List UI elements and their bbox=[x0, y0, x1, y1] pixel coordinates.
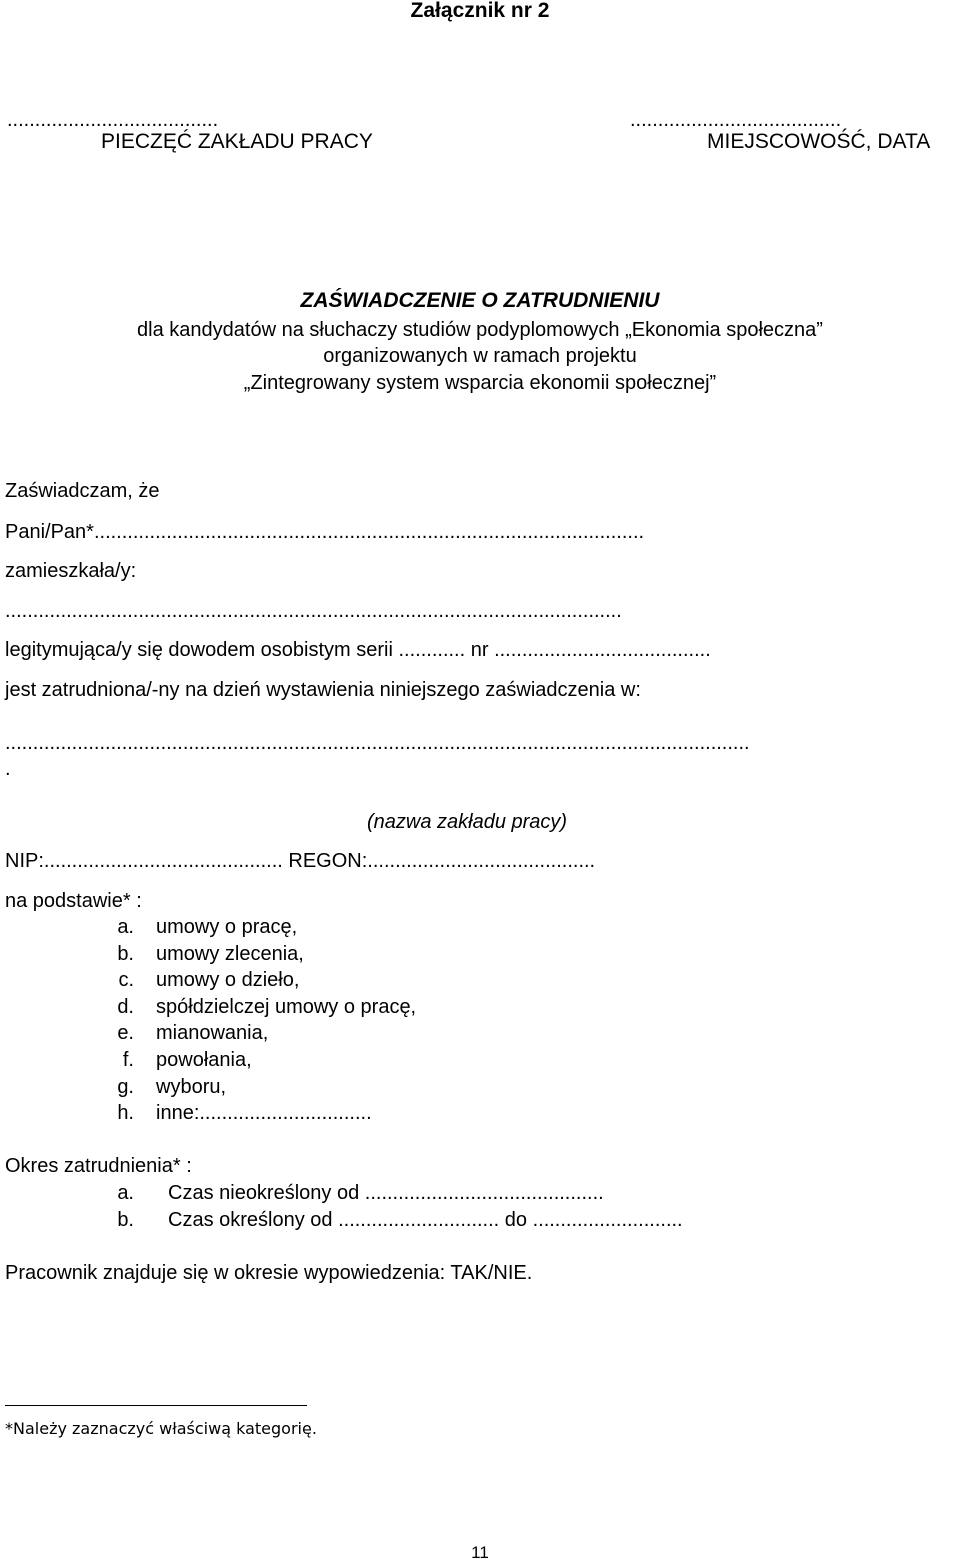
list-item-letter: c. bbox=[118, 969, 134, 992]
list-item-letter: g. bbox=[117, 1075, 134, 1098]
list-item-text: spółdzielczej umowy o pracę, bbox=[156, 995, 417, 1018]
pani-pan-field: Pani/Pan*................................................................................................... bbox=[5, 521, 645, 543]
basis-label: na podstawie* : bbox=[5, 890, 142, 912]
id-card-line: legitymująca/y się dowodem osobistym serii ............ nr ....................................... bbox=[5, 639, 711, 661]
resident-dots: ............................................................................................................... bbox=[5, 600, 622, 622]
list-item-letter: a. bbox=[117, 916, 134, 938]
list-item-text: wyboru, bbox=[156, 1075, 227, 1098]
list-item-letter: h. bbox=[117, 1102, 134, 1125]
list-item-text: mianowania, bbox=[156, 1022, 269, 1045]
attachment-title: Załącznik nr 2 bbox=[410, 0, 550, 22]
place-date-dots: ...................................... bbox=[630, 109, 842, 131]
list-item-text: umowy o dzieło, bbox=[156, 969, 300, 992]
employer-caption: (nazwa zakładu pracy) bbox=[367, 811, 568, 833]
footnote-separator bbox=[5, 1405, 307, 1406]
list-item-text: umowy o pracę, bbox=[156, 916, 298, 938]
employed-line: jest zatrudniona/-ny na dzień wystawienia niniejszego zaświadczenia w: bbox=[5, 679, 641, 701]
page-number: 11 bbox=[471, 1543, 489, 1562]
list-item-text: inne:............................... bbox=[156, 1102, 372, 1125]
list-item-letter: a. bbox=[117, 1182, 134, 1204]
period-label: Okres zatrudnienia* : bbox=[5, 1155, 192, 1177]
title-line-1: dla kandydatów na słuchaczy studiów podyplomowych „Ekonomia społeczna” bbox=[137, 319, 823, 341]
list-item-text: powołania, bbox=[156, 1049, 252, 1071]
notice-line: Pracownik znajduje się w okresie wypowiedzenia: TAK/NIE. bbox=[5, 1262, 533, 1284]
certify-text: Zaświadczam, że bbox=[5, 480, 160, 502]
employer-dots-end: . bbox=[5, 758, 11, 780]
list-item-letter: e. bbox=[117, 1022, 134, 1045]
list-item-text: Czas określony od ............................. do ........................... bbox=[168, 1208, 683, 1231]
title-line-3: „Zintegrowany system wsparcia ekonomii społecznej” bbox=[243, 372, 717, 394]
resident-label: zamieszkała/y: bbox=[5, 560, 137, 582]
title-line-2: organizowanych w ramach projektu bbox=[323, 345, 637, 367]
list-item-text: Czas nieokreślony od ........................................... bbox=[168, 1182, 604, 1204]
list-item-letter: b. bbox=[117, 942, 134, 965]
stamp-label: PIECZĘĆ ZAKŁADU PRACY bbox=[101, 130, 373, 153]
list-item-letter: f. bbox=[122, 1049, 134, 1071]
employer-dots: ...................................................................................................................................... bbox=[5, 732, 750, 754]
list-item-letter: b. bbox=[117, 1208, 134, 1231]
nip-regon-line: NIP:........................................... REGON:......................................... bbox=[5, 850, 596, 872]
list-item-text: umowy zlecenia, bbox=[156, 942, 304, 965]
list-item-letter: d. bbox=[117, 995, 134, 1018]
document-title: ZAŚWIADCZENIE O ZATRUDNIENIU bbox=[300, 289, 660, 312]
stamp-dots: ...................................... bbox=[7, 109, 219, 131]
footnote: *Należy zaznaczyć właściwą kategorię. bbox=[5, 1419, 317, 1438]
place-date-label: MIEJSCOWOŚĆ, DATA bbox=[707, 130, 931, 153]
